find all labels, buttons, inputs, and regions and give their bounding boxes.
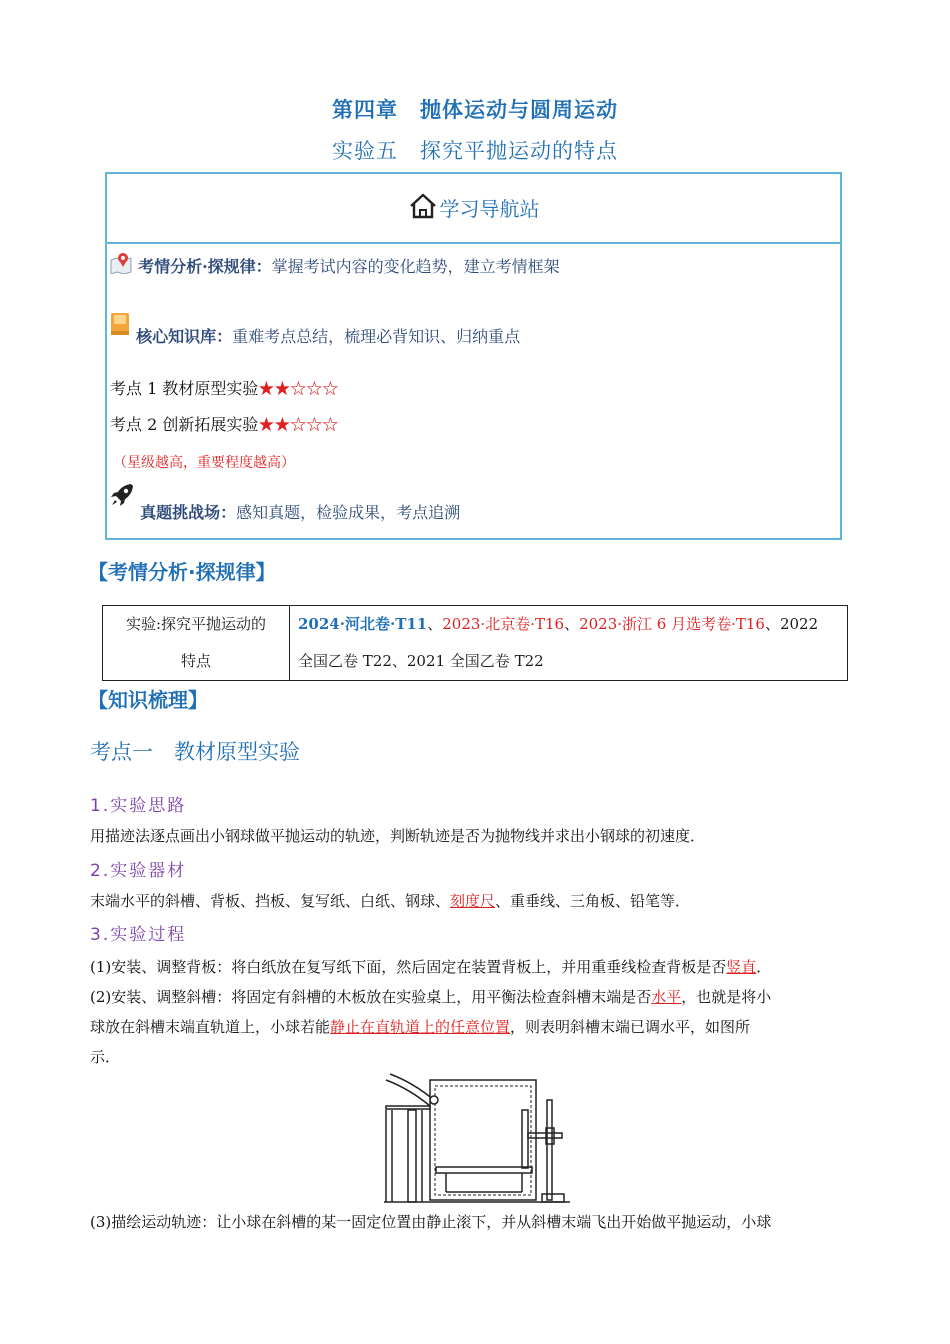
step-1-red: 竖直 — [726, 958, 757, 976]
nav-title — [107, 192, 840, 222]
nav-divider — [107, 242, 840, 244]
nav-row-analysis-text: 掌握考试内容的变化趋势，建立考情框架 — [271, 257, 560, 276]
step-2-pre: (2)安装、调整斜槽：将固定有斜槽的木板放在实验桌上，用平衡法检查斜槽末端是否 — [90, 988, 652, 1006]
step-2-line-3: 示． — [90, 1048, 121, 1066]
subsection-1-text: 用描迹法逐点画出小钢球做平抛运动的轨迹，判断轨迹是否为抛物线并求出小钢球的初速度． — [90, 827, 706, 845]
subsection-2-text — [90, 886, 690, 916]
learning-navigation-box — [105, 172, 842, 540]
section-knowledge-heading: 【知识梳理】 — [88, 688, 208, 712]
equip-post: 、重垂线、三角板、铅笔等． — [495, 892, 691, 910]
exam-sep: 、2022 — [764, 615, 819, 633]
exam-ref-zhejiang: 2023·浙江 6 月选考卷·T16 — [579, 615, 765, 633]
step-2-line-2 — [90, 1012, 750, 1042]
equip-ruler: 刻度尺 — [450, 892, 496, 910]
nav-row-analysis-label: 考情分析·探规律： — [138, 257, 272, 276]
nav-row-challenge-label: 真题挑战场： — [140, 503, 237, 522]
nav-row-analysis — [109, 252, 560, 277]
step-2-mid: ，也就是将小 — [681, 988, 772, 1006]
table-row — [103, 606, 848, 681]
nav-point-1-stars: ★★☆☆☆ — [258, 379, 339, 398]
nav-point-2-stars: ★★☆☆☆ — [258, 415, 339, 434]
step-2-red-1: 水平 — [651, 988, 682, 1006]
nav-title-text: 学习导航站 — [439, 197, 540, 221]
step-2-red-2: 静止在直轨道上的任意位置 — [330, 1018, 511, 1036]
chapter-title: 第四章 抛体运动与圆周运动 — [332, 98, 618, 122]
step-1-pre: (1)安装、调整背板：将白纸放在复写纸下面，然后固定在装置背板上，并用重垂线检查背板是否 — [90, 958, 727, 976]
step-2-line2-post: ，则表明斜槽末端已调水平，如图所 — [510, 1018, 751, 1036]
exam-analysis-table — [102, 605, 848, 681]
exam-ref-beijing: 2023·北京卷·T16 — [442, 615, 565, 633]
subsection-3-title: 3.实验过程 — [90, 925, 187, 945]
map-pin-icon — [109, 252, 133, 274]
nav-point-1 — [110, 376, 338, 399]
exam-ref-hebei: 2024·河北卷·T11 — [298, 615, 428, 633]
nav-star-note: （星级越高，重要程度越高） — [113, 455, 295, 471]
step-1-post: ． — [756, 958, 772, 976]
apparatus-figure — [384, 1070, 570, 1206]
nav-point-1-label: 考点 1 教材原型实验 — [110, 379, 259, 398]
exam-line-1 — [298, 606, 839, 643]
exam-sep: 、 — [564, 615, 580, 633]
table-cell-topic — [103, 606, 290, 681]
experiment-title: 实验五 探究平抛运动的特点 — [332, 139, 618, 163]
subsection-1-title: 1.实验思路 — [90, 796, 187, 816]
step-2-line2-pre: 球放在斜槽末端直轨道上，小球若能 — [90, 1018, 331, 1036]
rocket-icon — [109, 482, 135, 508]
exam-line-2: 全国乙卷 T22、2021 全国乙卷 T22 — [298, 652, 544, 670]
nav-row-challenge — [109, 482, 460, 523]
nav-point-2-label: 考点 2 创新拓展实验 — [110, 415, 259, 434]
step-2-line-1 — [90, 982, 771, 1012]
topic-line-2: 特点 — [180, 652, 211, 670]
nav-point-2 — [110, 412, 338, 435]
step-1-text — [90, 952, 771, 982]
equip-pre: 末端水平的斜槽、背板、挡板、复写纸、白纸、钢球、 — [90, 892, 451, 910]
nav-row-knowledge-text: 重难考点总结，梳理必背知识、归纳重点 — [232, 327, 521, 346]
section-exam-analysis-heading: 【考情分析·探规律】 — [88, 560, 276, 584]
table-cell-exams — [290, 606, 848, 681]
nav-row-knowledge — [109, 312, 520, 347]
home-icon — [408, 192, 438, 220]
topic-line-1: 实验:探究平抛运动的 — [125, 615, 267, 633]
exam-sep: 、 — [427, 615, 443, 633]
step-3-text: (3)描绘运动轨迹：让小球在斜槽的某一固定位置由静止滚下，并从斜槽末端飞出开始做平抛运动，小球 — [90, 1213, 772, 1231]
subsection-2-title: 2.实验器材 — [90, 861, 187, 881]
nav-row-knowledge-label: 核心知识库： — [136, 327, 233, 346]
knowledge-point-title: 考点一 教材原型实验 — [90, 740, 300, 764]
nav-row-challenge-text: 感知真题，检验成果，考点追溯 — [236, 503, 461, 522]
book-icon — [109, 312, 131, 336]
